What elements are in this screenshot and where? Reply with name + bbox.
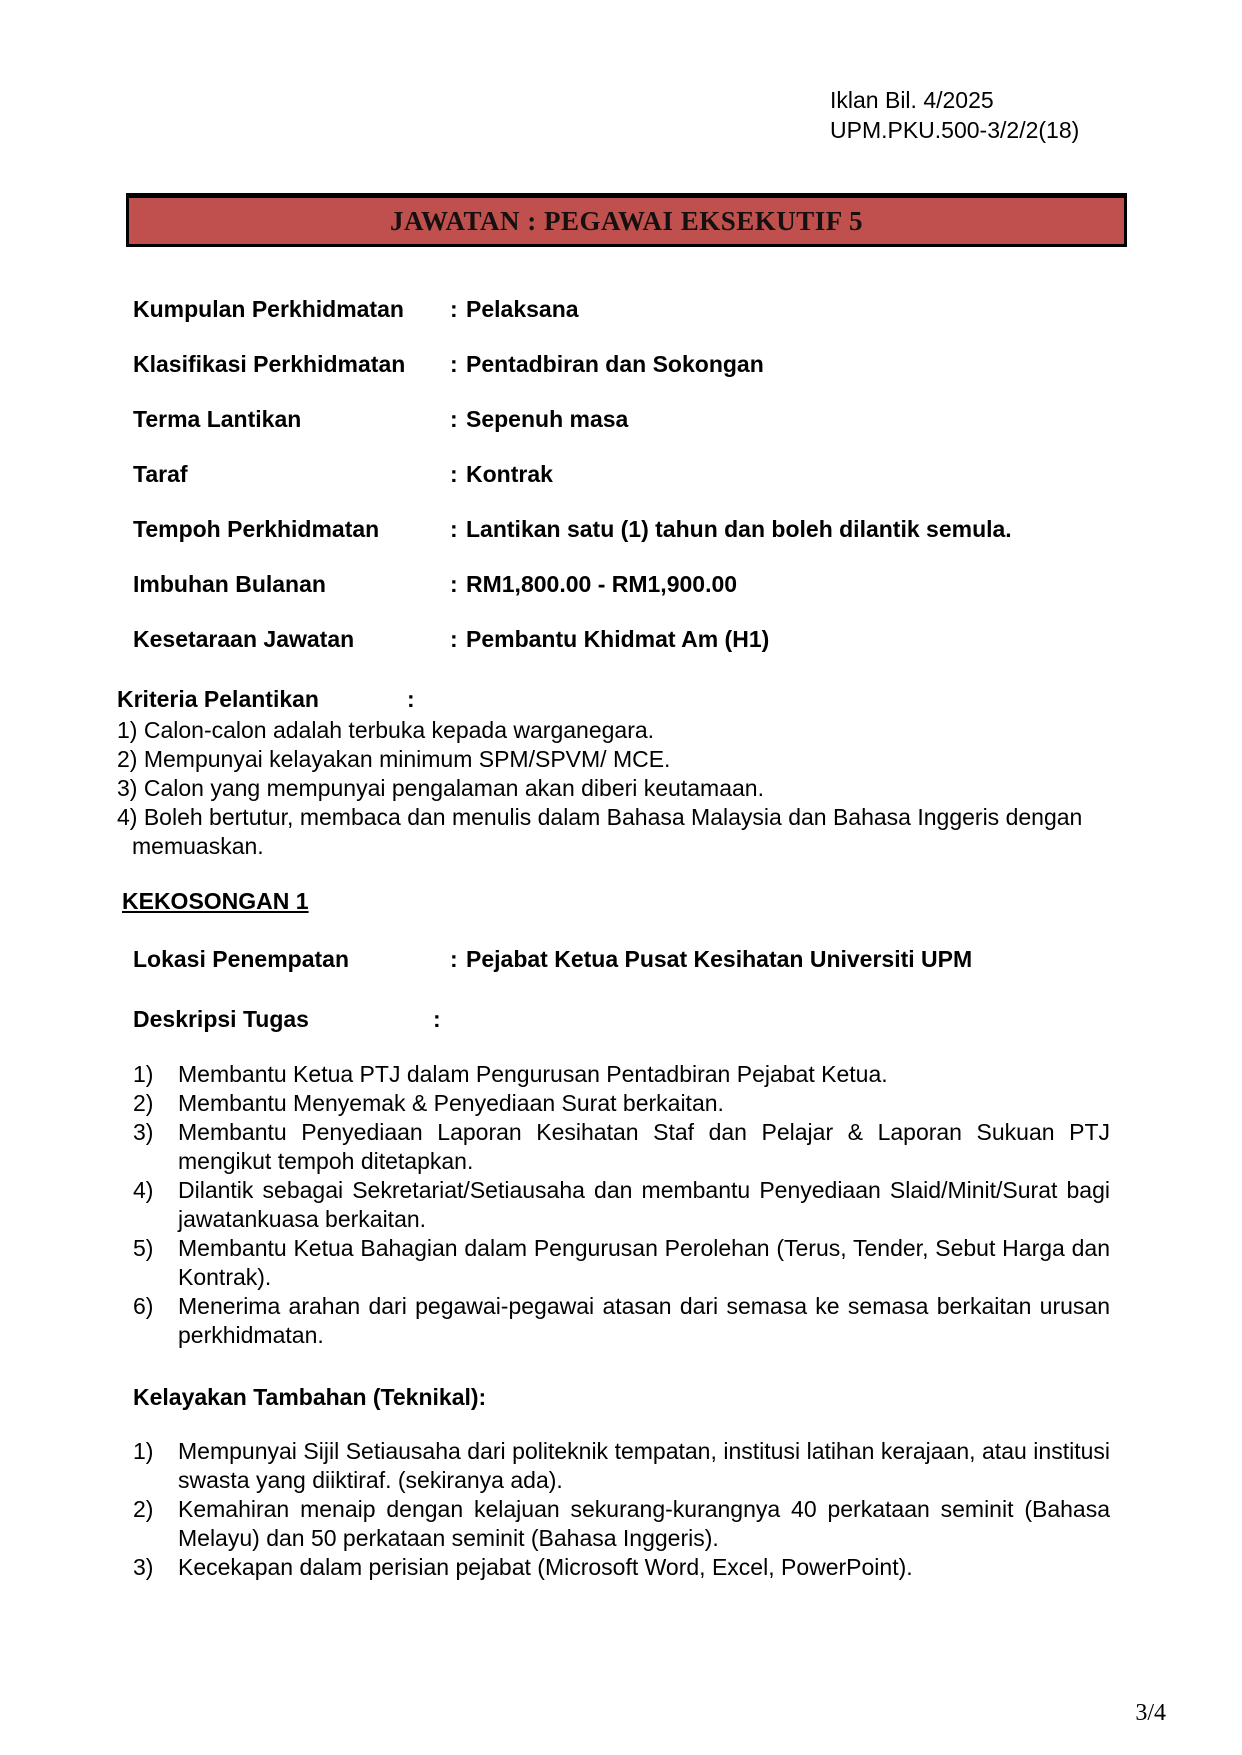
item-text: Calon yang mempunyai pengalaman akan diberi keutamaan. [143,775,764,801]
position-title: JAWATAN : PEGAWAI EKSEKUTIF 5 [389,206,864,236]
field-colon: : [450,461,458,487]
item-text: Boleh bertutur, membaca dan menulis dalam Bahasa Malaysia dan Bahasa Inggeris dengan memuaskan. [132,804,1083,859]
field-colon: : [450,946,458,972]
item-number: 4) [133,1177,154,1203]
field-value: Pembantu Khidmat Am (H1) [466,626,770,652]
field-label: Kumpulan Perkhidmatan [133,296,404,322]
item-number: 2) [133,1090,154,1116]
field-label: Terma Lantikan [133,406,302,432]
item-text: Menerima arahan dari pegawai-pegawai atasan dari semasa ke semasa berkaitan urusan perkhidmatan. [178,1293,1110,1348]
item-text: Membantu Menyemak & Penyediaan Surat berkaitan. [178,1090,724,1116]
field-label: Klasifikasi Perkhidmatan [133,351,406,377]
field-value: RM1,800.00 - RM1,900.00 [466,571,738,597]
item-number: 1) [133,1438,154,1464]
kriteria-colon: : [407,686,415,712]
kekosongan-heading: KEKOSONGAN 1 [122,888,309,914]
tugas-item [133,1234,1110,1292]
field-value: Lantikan satu (1) tahun dan boleh dilantik semula. [466,516,1012,542]
kelayakan-item [133,1495,1110,1553]
field-label: Lokasi Penempatan [133,946,350,972]
kriteria-section [117,683,1110,861]
field-value: Pentadbiran dan Sokongan [466,351,764,377]
kriteria-item [117,803,1110,861]
tugas-item [133,1176,1110,1234]
item-number: 4) [117,804,138,830]
tugas-item [133,1060,1110,1089]
item-text: Calon-calon adalah terbuka kepada warganegara. [143,717,655,743]
kelayakan-item [133,1553,1110,1582]
item-text: Kemahiran menaip dengan kelajuan sekurang-kurangnya 40 perkataan seminit (Bahasa Melayu) dan 50 perkataan seminit (Bahasa Inggeris). [178,1496,1110,1551]
item-number: 1) [117,717,138,743]
field-label: Taraf [133,461,188,487]
deskripsi-tugas-heading [133,1003,1110,1036]
field-kesetaraan-jawatan [133,623,1110,656]
item-text: Kecekapan dalam perisian pejabat (Microsoft Word, Excel, PowerPoint). [178,1554,913,1580]
field-colon: : [450,351,458,377]
field-label: Tempoh Perkhidmatan [133,516,380,542]
field-value: Pelaksana [466,296,579,322]
item-text: Mempunyai Sijil Setiausaha dari politeknik tempatan, institusi latihan kerajaan, atau institusi swasta yang diiktiraf. (sekiranya ada). [178,1438,1110,1493]
kelayakan-list [133,1437,1110,1582]
field-terma-lantikan [133,403,1110,436]
item-number: 3) [133,1554,154,1580]
kriteria-item [117,745,1110,774]
field-value: Sepenuh masa [466,406,629,432]
field-colon: : [450,571,458,597]
item-text: Mempunyai kelayakan minimum SPM/SPVM/ MCE. [143,746,671,772]
item-text: Membantu Penyediaan Laporan Kesihatan Staf dan Pelajar & Laporan Sukuan PTJ mengikut tempoh ditetapkan. [178,1119,1110,1174]
field-tempoh-perkhidmatan [133,513,1110,546]
field-label: Kesetaraan Jawatan [133,626,355,652]
tugas-item [133,1118,1110,1176]
advert-number: Iklan Bil. 4/2025 [830,87,994,113]
item-number: 2) [117,746,138,772]
page-number: 3/4 [1135,1700,1166,1726]
item-text: Membantu Ketua PTJ dalam Pengurusan Pentadbiran Pejabat Ketua. [178,1061,888,1087]
field-kumpulan-perkhidmatan [133,293,1110,326]
tugas-item [133,1292,1110,1350]
item-text: Membantu Ketua Bahagian dalam Pengurusan Perolehan (Terus, Tender, Sebut Harga dan Kontrak). [178,1235,1110,1290]
item-number: 1) [133,1061,154,1087]
tugas-item [133,1089,1110,1118]
item-number: 3) [117,775,138,801]
service-fields [133,293,1110,656]
item-number: 2) [133,1496,154,1522]
field-colon: : [450,296,458,322]
reference-block [830,85,1110,145]
item-number: 6) [133,1293,154,1319]
field-label: Imbuhan Bulanan [133,571,326,597]
field-klasifikasi-perkhidmatan [133,348,1110,381]
field-value: Kontrak [466,461,553,487]
field-label: Deskripsi Tugas [133,1006,309,1032]
kelayakan-heading: Kelayakan Tambahan (Teknikal): [133,1384,487,1410]
position-banner [126,193,1127,247]
item-number: 3) [133,1119,154,1145]
kelayakan-item [133,1437,1110,1495]
field-imbuhan-bulanan [133,568,1110,601]
field-colon: : [450,516,458,542]
kriteria-list [117,716,1110,861]
file-reference: UPM.PKU.500-3/2/2(18) [830,117,1080,143]
field-colon: : [433,1006,441,1032]
field-lokasi-penempatan [133,943,1110,976]
field-taraf [133,458,1110,491]
kriteria-heading [117,683,1110,716]
field-colon: : [450,406,458,432]
kriteria-label: Kriteria Pelantikan [117,686,319,712]
kriteria-item [117,716,1110,745]
field-value: Pejabat Ketua Pusat Kesihatan Universiti UPM [466,946,973,972]
field-colon: : [450,626,458,652]
item-number: 5) [133,1235,154,1261]
item-text: Dilantik sebagai Sekretariat/Setiausaha dan membantu Penyediaan Slaid/Minit/Surat bagi jawatankuasa berkaitan. [178,1177,1110,1232]
tugas-list [133,1060,1110,1350]
kriteria-item [117,774,1110,803]
